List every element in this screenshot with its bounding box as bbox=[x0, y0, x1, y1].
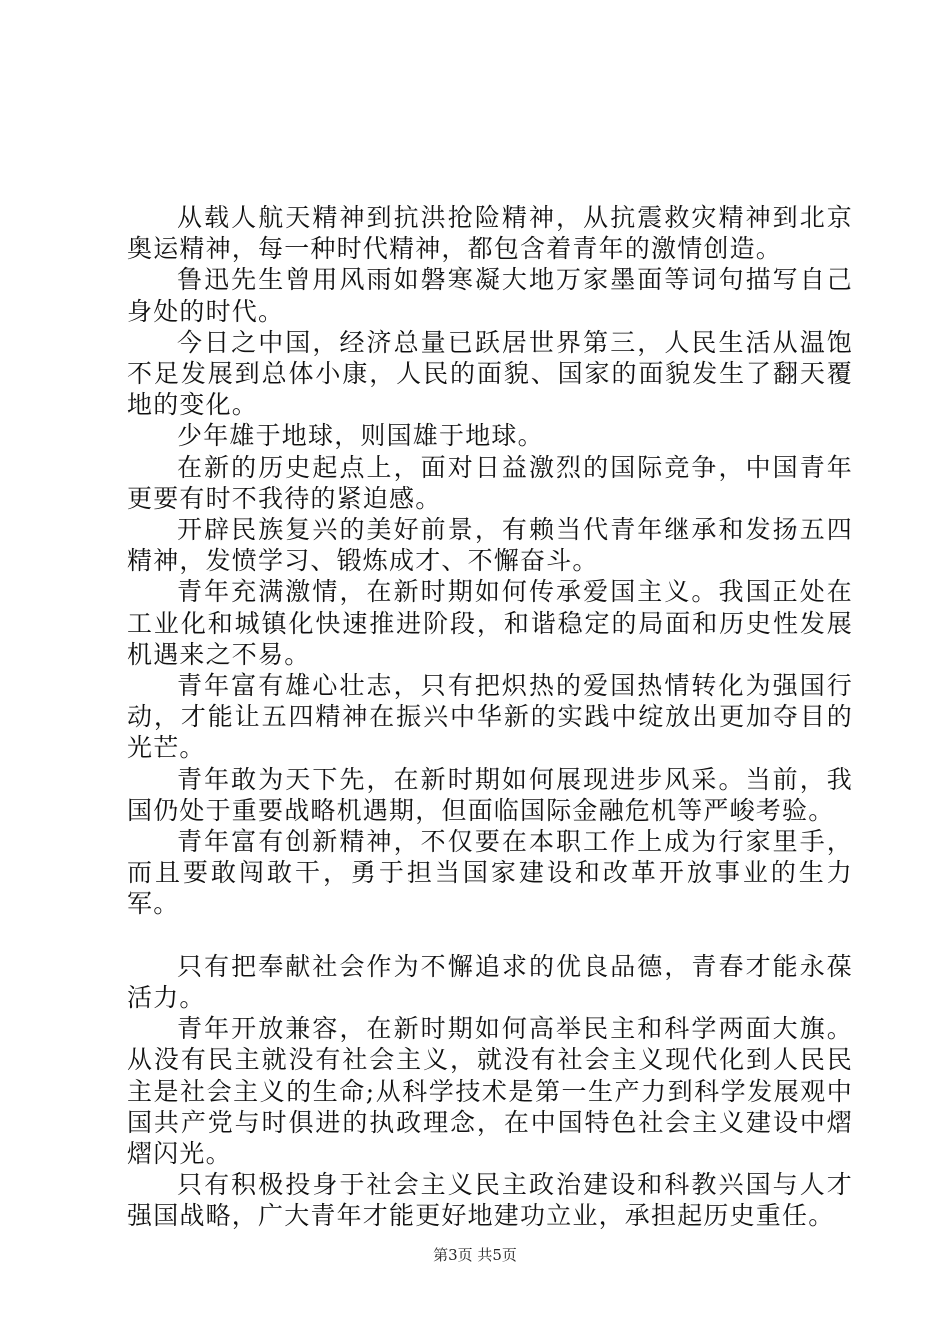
paragraph: 鲁迅先生曾用风雨如磐寒凝大地万家墨面等词句描写自己身处的时代。 bbox=[127, 265, 853, 326]
paragraph: 青年充满激情，在新时期如何传承爱国主义。我国正处在工业化和城镇化快速推进阶段，和谐稳定的局面和历史性发展机遇来之不易。 bbox=[127, 577, 853, 669]
paragraph: 只有积极投身于社会主义民主政治建设和科教兴国与人才强国战略，广大青年才能更好地建功立业，承担起历史重任。 bbox=[127, 1170, 853, 1231]
paragraph: 青年敢为天下先，在新时期如何展现进步风采。当前，我国仍处于重要战略机遇期，但面临国际金融危机等严峻考验。 bbox=[127, 764, 853, 825]
paragraph: 开辟民族复兴的美好前景，有赖当代青年继承和发扬五四精神，发愤学习、锻炼成才、不懈奋斗。 bbox=[127, 515, 853, 576]
paragraph: 从载人航天精神到抗洪抢险精神，从抗震救灾精神到北京奥运精神，每一种时代精神，都包含着青年的激情创造。 bbox=[127, 203, 853, 264]
paragraph: 青年富有雄心壮志，只有把炽热的爱国热情转化为强国行动，才能让五四精神在振兴中华新的实践中绽放出更加夺目的光芒。 bbox=[127, 671, 853, 763]
page-number-footer: 第3页 共5页 bbox=[433, 1246, 517, 1264]
paragraph: 青年富有创新精神，不仅要在本职工作上成为行家里手，而且要敢闯敢干，勇于担当国家建设和改革开放事业的生力军。 bbox=[127, 827, 853, 919]
paragraph: 只有把奉献社会作为不懈追求的优良品德，青春才能永葆活力。 bbox=[127, 951, 853, 1013]
paragraph: 在新的历史起点上，面对日益激烈的国际竞争，中国青年更要有时不我待的紧迫感。 bbox=[127, 452, 853, 513]
paragraph: 今日之中国，经济总量已跃居世界第三，人民生活从温饱不足发展到总体小康，人民的面貌、国家的面貌发生了翻天覆地的变化。 bbox=[127, 327, 853, 420]
blank-line bbox=[127, 920, 853, 951]
paragraph: 少年雄于地球，则国雄于地球。 bbox=[177, 421, 544, 451]
document-body bbox=[127, 202, 853, 1232]
paragraph: 青年开放兼容，在新时期如何高举民主和科学两面大旗。从没有民主就没有社会主义，就没有社会主义现代化到人民民主是社会主义的生命;从科学技术是第一生产力到科学发展观中国共产党与时俱进的执政理念，在中国特色社会主义建设中熠熠闪光。 bbox=[127, 1014, 853, 1169]
